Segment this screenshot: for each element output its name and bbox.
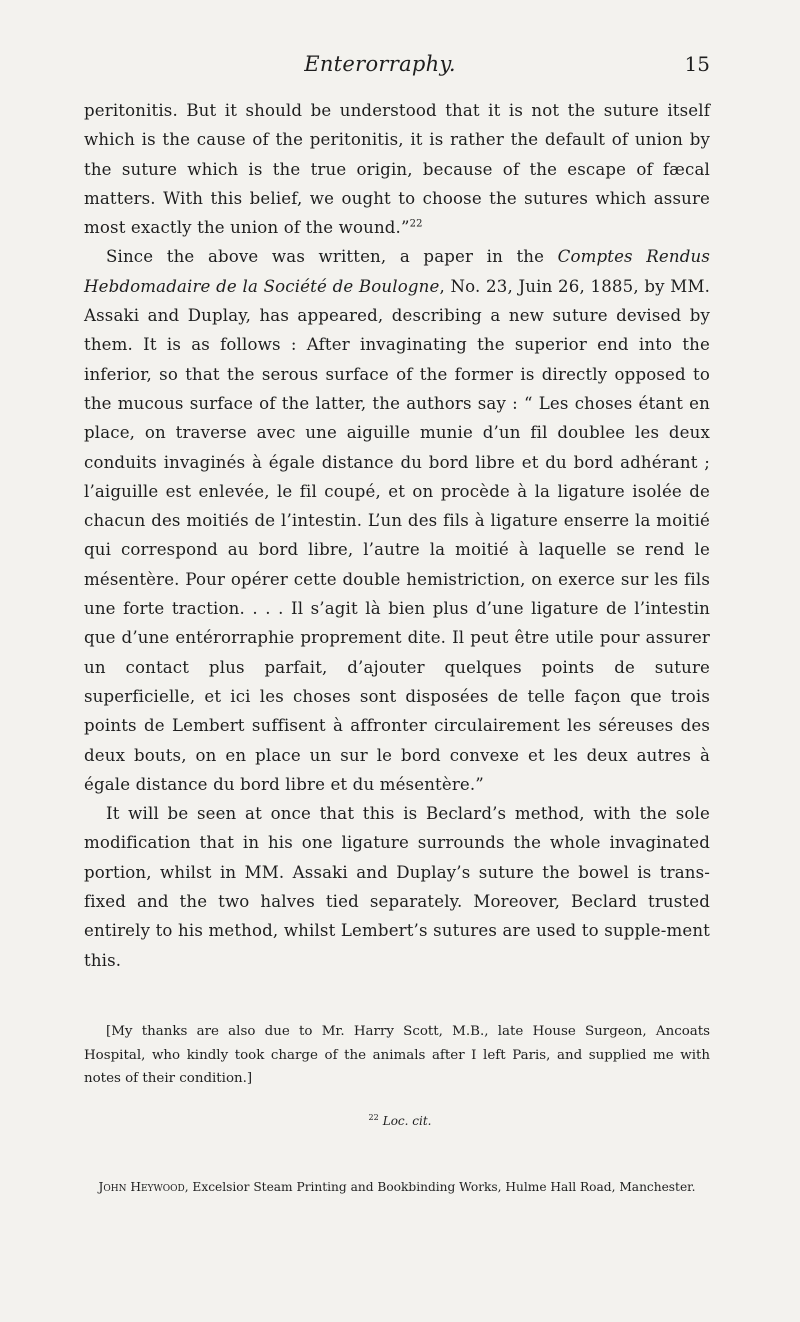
- body-text: [84, 96, 710, 975]
- paragraph-2-rest: , No. 23, Juin 26, 1885, by MM. Assaki and Duplay, has appeared, describing a new suture devised by them. It is as follows : After invaginating the superior end into the inferior, so that the serous surface of the former is directly opposed to the mucous surface of the latter, the authors say : “ Les choses étant en place, on traverse avec une aiguille munie d’un fil doublee les deux conduits invaginés à égale distance du bord libre et du bord adhérant ; l’aiguille est enlevée, le fil coupé, et on procède à la ligature isolée de chacun des moitiés de l’intestin. L’un des fils à ligature enserre la moitié qui correspond au bord libre, l’autre la moitié à laquelle se rend le mésentère. Pour opérer cette double hemistriction, on exerce sur les fils une forte traction. . . . Il s’agit là bien plus d’une ligature de l’intestin que d’une entérorraphie proprement dite. Il peut être utile pour assurer un contact plus parfait, d’ajouter quelques points de suture superficielle, et ici les choses sont disposées de telle façon que trois points de Lembert suffisent à affronter circulairement les séreuses des deux bouts, on en place un sur le bord convexe et les deux autres à égale distance du bord libre et du mésentère.”: [84, 276, 711, 794]
- running-title: Enterorraphy.: [304, 52, 456, 76]
- footnote-text: Loc. cit.: [382, 1114, 432, 1128]
- page-number: 15: [684, 52, 710, 76]
- printer-details: , Excelsior Steam Printing and Bookbinding Works, Hulme Hall Road, Manchester.: [184, 1180, 696, 1194]
- printer-name: John Heywood: [98, 1180, 185, 1194]
- paragraph-2: [84, 242, 710, 799]
- footnote-mark: 22: [368, 1113, 379, 1122]
- acknowledgement-note: [My thanks are also due to Mr. Harry Scott, M.B., late House Surgeon, Ancoats Hospital, who kindly took charge of the animals after I left Paris, and supplied me with notes of their condition.]: [84, 1024, 710, 1086]
- footnote: [0, 1113, 800, 1128]
- paragraph-1-text: peritonitis. But it should be understood that it is not the suture itself which is the cause of the peritonitis, it is rather the default of union by the suture which is the true origin, because of the escape of fæcal matters. With this belief, we ought to choose the sutures which assure most exactly the union of the wound.”: [84, 101, 710, 238]
- running-head: [0, 52, 800, 82]
- paragraph-3: It will be seen at once that this is Beclard’s method, with the sole modification that in his one ligature surrounds the whole invaginated portion, whilst in MM. Assaki and Duplay’s suture the bowel is trans-fixed and the two halves tied separately. Moreover, Beclard trusted entirely to his method, whilst Lembert’s sutures are used to supple-ment this.: [84, 804, 710, 970]
- paragraph-1: [84, 96, 710, 242]
- printer-imprint: [84, 1178, 710, 1197]
- reference-mark: 22: [409, 218, 423, 230]
- journal-title: Comptes Rendus Hebdomadaire de la Société de Boulogne: [84, 247, 710, 296]
- paragraph-2-start: Since the above was written, a paper in the: [106, 247, 558, 267]
